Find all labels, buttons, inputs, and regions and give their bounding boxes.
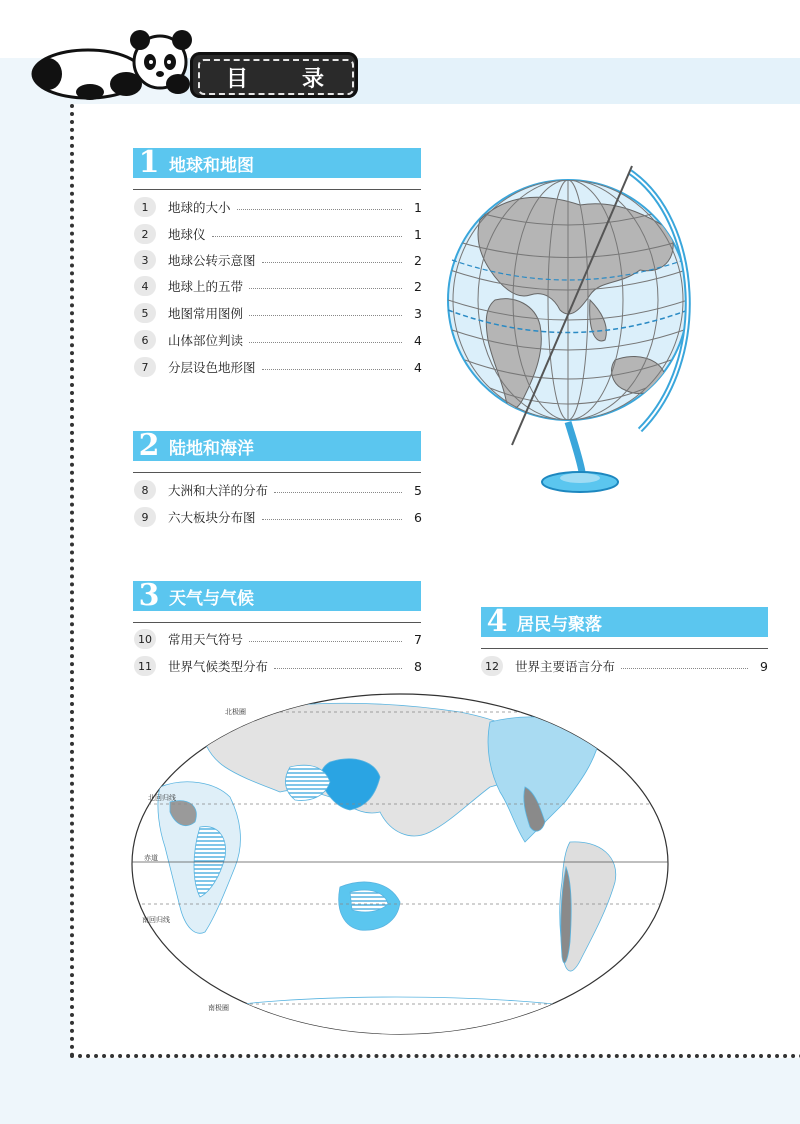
label-equator: 赤道: [144, 854, 158, 862]
toc-title-plate: [190, 52, 358, 98]
dot-leader: [237, 209, 402, 210]
entry-label: 世界主要语言分布: [515, 659, 616, 674]
entry-page: 4: [414, 332, 422, 348]
dot-leader: [249, 288, 402, 289]
divider: [133, 622, 421, 623]
section-number: 4: [486, 604, 508, 639]
label-arctic-circle: 北极圈: [225, 708, 246, 716]
entry-page: 4: [414, 359, 422, 375]
dot-leader: [249, 342, 402, 343]
dot-leader: [249, 315, 402, 316]
toc-entry[interactable]: [134, 357, 422, 377]
toc-entry[interactable]: [134, 629, 422, 649]
dot-leader: [249, 641, 402, 642]
entry-index: 10: [134, 629, 156, 649]
toc-entry[interactable]: [134, 330, 422, 350]
dot-leader: [212, 236, 402, 237]
entry-index: 11: [134, 656, 156, 676]
label-tropic-cancer: 北回归线: [148, 794, 176, 802]
label-antarctic-circle: 南极圈: [208, 1004, 229, 1012]
section-header-1: [133, 145, 421, 180]
divider: [133, 472, 421, 473]
entry-page: 1: [414, 199, 422, 215]
divider: [481, 648, 768, 649]
section-number: 3: [138, 578, 160, 613]
toc-entry[interactable]: [481, 656, 768, 676]
section-number: 2: [138, 428, 160, 463]
toc-entry[interactable]: [134, 197, 422, 217]
section-header-2: [133, 428, 421, 463]
entry-index: 9: [134, 507, 156, 527]
toc-entry[interactable]: [134, 480, 422, 500]
entry-index: 6: [134, 330, 156, 350]
dot-leader: [262, 519, 402, 520]
entry-label: 分层设色地形图: [168, 360, 256, 375]
entry-index: 12: [481, 656, 503, 676]
panda-icon: [28, 22, 198, 102]
label-tropic-capricorn: 南回归线: [142, 916, 170, 924]
entry-page: 6: [414, 509, 422, 525]
toc-entry[interactable]: [134, 224, 422, 244]
entry-label: 山体部位判读: [168, 333, 244, 348]
antarctica: [190, 997, 610, 1037]
entry-page: 1: [414, 226, 422, 242]
section-header-3: [133, 578, 421, 613]
globe-illustration: [440, 160, 710, 500]
toc-entry[interactable]: [134, 276, 422, 296]
entry-index: 8: [134, 480, 156, 500]
entry-page: 9: [760, 658, 768, 674]
world-map: [130, 692, 670, 1037]
entry-index: 4: [134, 276, 156, 296]
entry-label: 地球的大小: [168, 200, 231, 215]
entry-label: 常用天气符号: [168, 632, 244, 647]
dot-leader: [274, 668, 402, 669]
entry-label: 大洲和大洋的分布: [168, 483, 269, 498]
entry-label: 地球仪: [168, 227, 206, 242]
entry-label: 六大板块分布图: [168, 510, 256, 525]
section-number: 1: [138, 145, 160, 180]
entry-index: 1: [134, 197, 156, 217]
section-title: 居民与聚落: [517, 614, 602, 635]
toc-entry[interactable]: [134, 250, 422, 270]
divider: [133, 189, 421, 190]
title-char-1: 目: [225, 66, 250, 92]
toc-entry[interactable]: [134, 303, 422, 323]
entry-index: 2: [134, 224, 156, 244]
dot-leader: [262, 369, 402, 370]
entry-index: 7: [134, 357, 156, 377]
entry-page: 5: [414, 482, 422, 498]
entry-label: 地球上的五带: [168, 279, 244, 294]
section-title: 地球和地图: [169, 155, 254, 176]
entry-page: 2: [414, 278, 422, 294]
entry-label: 地球公转示意图: [168, 253, 256, 268]
entry-index: 3: [134, 250, 156, 270]
section-header-4: [481, 604, 768, 639]
dot-leader: [621, 668, 748, 669]
entry-label: 世界气候类型分布: [168, 659, 269, 674]
toc-entry[interactable]: [134, 507, 422, 527]
entry-index: 5: [134, 303, 156, 323]
dot-leader: [262, 262, 402, 263]
entry-page: 7: [414, 631, 422, 647]
entry-label: 地图常用图例: [168, 306, 244, 321]
section-title: 天气与气候: [169, 588, 254, 609]
section-title: 陆地和海洋: [169, 438, 254, 459]
title-char-2: 录: [301, 66, 326, 92]
toc-entry[interactable]: [134, 656, 422, 676]
entry-page: 8: [414, 658, 422, 674]
entry-page: 2: [414, 252, 422, 268]
dot-leader: [274, 492, 402, 493]
entry-page: 3: [414, 305, 422, 321]
